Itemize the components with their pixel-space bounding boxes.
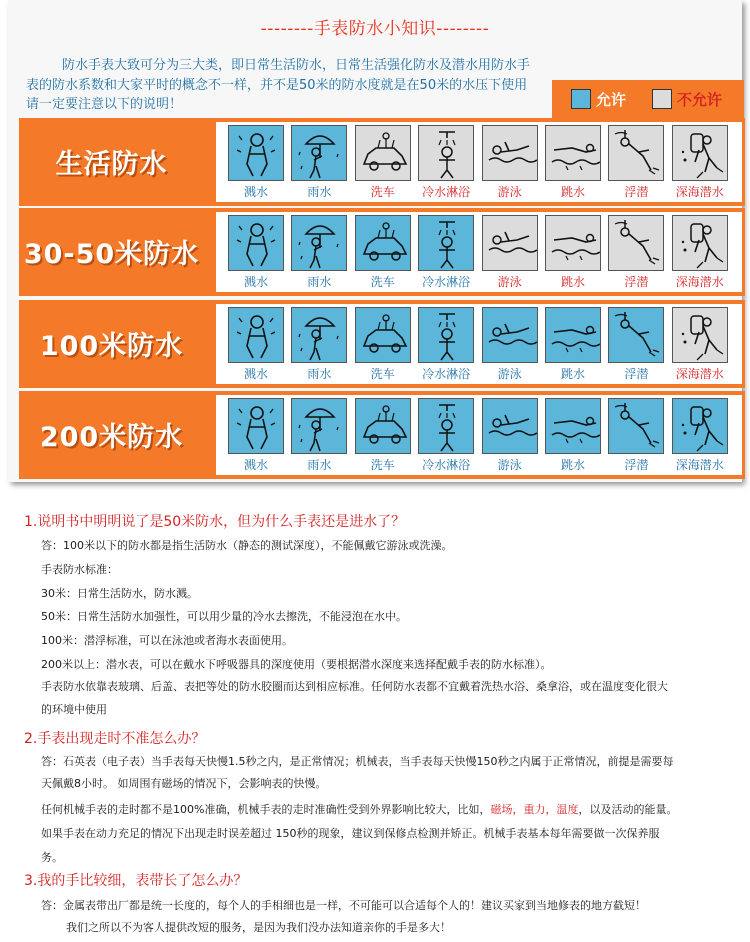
activity-label: 浮潜	[624, 275, 649, 289]
activity-cell	[669, 398, 731, 473]
rating-row-200m	[19, 391, 745, 479]
faq-answer-line: 200米以上：潜水表，可以在戴水下呼吸器具的深度使用（要根据潜水深度来选择配戴手表的防水标准）。	[41, 658, 552, 671]
activity-cell	[669, 307, 731, 382]
activity-cell	[542, 215, 604, 290]
activity-label: 溅水	[243, 275, 268, 289]
activity-cell	[479, 398, 541, 473]
activity-label: 冷水淋浴	[422, 275, 471, 289]
activity-cell	[542, 398, 604, 473]
intro-text: 防水手表大致可分为三大类，即日常生活防水，日常生活强化防水及潜水用防水手表的防水系数和大家平时的概念不一样，并不是50米的防水度就是在50米的水压下使用请一定要注意以下的说明！	[26, 58, 531, 112]
umbrella-rain-icon	[291, 215, 347, 271]
faq-section	[0, 495, 750, 942]
faq-answer-line: 答：金属表带出厂都是统一长度的，每个人的手相细也是一样，不可能可以合适每个人的！建议买家到当地修表的地方截短！	[41, 899, 646, 912]
faq-question-3: 3.我的手比较细，表带长了怎么办？	[24, 873, 248, 889]
legend	[552, 80, 744, 118]
swimming-icon	[482, 398, 538, 454]
activity-cell	[288, 215, 350, 290]
activity-cells	[216, 395, 742, 475]
faq-question-1: 1.说明书中明明说了是50米防水，但为什么手表还是进水了？	[24, 514, 406, 530]
activity-cells	[216, 212, 742, 292]
activity-label: 洗车	[370, 185, 395, 199]
faq-answer-line: 50米：日常生活防水加强性，可以用少量的冷水去擦洗，不能浸泡在水中。	[41, 610, 407, 623]
activity-cell	[605, 125, 667, 200]
activity-label: 洗车	[370, 275, 395, 289]
activity-label: 跳水	[560, 185, 585, 199]
car-wash-icon	[355, 398, 411, 454]
faq-answer-line	[41, 801, 677, 817]
deep-sea-diving-icon	[672, 307, 728, 363]
rating-row-daily	[19, 118, 745, 206]
activity-label: 洗车	[370, 367, 395, 381]
activity-label: 深海潜水	[675, 458, 724, 472]
highlight-factors: 磁场，重力，温度	[490, 803, 579, 816]
activity-cell	[288, 307, 350, 382]
splash-icon	[228, 398, 284, 454]
activity-cell	[479, 215, 541, 290]
deep-sea-diving-icon	[672, 215, 728, 271]
legend-allow-label: 允许	[596, 91, 627, 109]
activity-cell	[415, 215, 477, 290]
car-wash-icon	[355, 125, 411, 181]
activity-cell	[669, 215, 731, 290]
swimming-icon	[482, 215, 538, 271]
activity-cell	[352, 398, 414, 473]
activity-cell	[479, 125, 541, 200]
snorkeling-icon	[608, 125, 664, 181]
car-wash-icon	[355, 307, 411, 363]
car-wash-icon	[355, 215, 411, 271]
activity-cells	[216, 122, 742, 202]
diving-icon	[545, 215, 601, 271]
activity-label: 溅水	[243, 185, 268, 199]
faq-answer-line: 答：石英表（电子表）当手表每天快慢1.5秒之内，是正常情况；机械表，当手表每天快慢150秒之内属于正常情况，前提是需要每	[41, 755, 674, 768]
activity-label: 浮潜	[624, 367, 649, 381]
activity-cell	[669, 125, 731, 200]
faq-answer-line: 我们之所以不为客人提供改短的服务，是因为我们没办法知道亲你的手是多大！	[66, 921, 451, 934]
activity-label: 跳水	[560, 458, 585, 472]
diving-icon	[545, 307, 601, 363]
activity-cell	[225, 398, 287, 473]
activity-cell	[605, 215, 667, 290]
faq-question-2: 2.手表出现走时不准怎么办？	[24, 731, 206, 747]
activity-cell	[542, 307, 604, 382]
activity-cell	[288, 125, 350, 200]
activity-label: 深海潜水	[675, 275, 724, 289]
deep-sea-diving-icon	[672, 398, 728, 454]
activity-label: 溅水	[243, 458, 268, 472]
rating-label: 200米防水	[39, 422, 184, 453]
faq-answer-line: 务。	[41, 851, 63, 864]
diving-icon	[545, 398, 601, 454]
activity-cell	[225, 215, 287, 290]
shower-icon	[418, 215, 474, 271]
activity-cell	[479, 307, 541, 382]
snorkeling-icon	[608, 215, 664, 271]
activity-cell	[352, 307, 414, 382]
faq-answer-line: 100米：潜浮标准，可以在泳池或者海水表面使用。	[41, 634, 293, 647]
splash-icon	[228, 125, 284, 181]
activity-label: 冷水淋浴	[422, 367, 471, 381]
activity-label: 洗车	[370, 458, 395, 472]
activity-label: 雨水	[307, 367, 332, 381]
activity-cell	[352, 215, 414, 290]
activity-cell	[225, 125, 287, 200]
activity-label: 雨水	[307, 458, 332, 472]
activity-label: 冷水淋浴	[422, 185, 471, 199]
activity-cell	[225, 307, 287, 382]
activity-cell	[605, 307, 667, 382]
activity-label: 深海潜水	[675, 367, 724, 381]
shower-icon	[418, 307, 474, 363]
legend-deny-swatch	[652, 89, 672, 109]
activity-label: 溅水	[243, 367, 268, 381]
umbrella-rain-icon	[291, 125, 347, 181]
activity-cell	[415, 307, 477, 382]
activity-cell	[415, 125, 477, 200]
activity-cell	[352, 125, 414, 200]
activity-label: 冷水淋浴	[422, 458, 471, 472]
faq-answer-line: 手表防水标准：	[41, 563, 118, 576]
shower-icon	[418, 398, 474, 454]
activity-cells	[216, 304, 742, 384]
shower-icon	[418, 125, 474, 181]
rating-row-100m	[19, 300, 745, 388]
diving-icon	[545, 125, 601, 181]
rating-row-30-50m	[19, 208, 745, 296]
activity-label: 游泳	[497, 367, 522, 381]
waterproof-chart-panel	[8, 0, 742, 482]
splash-icon	[228, 215, 284, 271]
swimming-icon	[482, 125, 538, 181]
faq-answer-line: 天佩戴8小时。 如周围有磁场的情况下，会影响表的快慢。	[41, 777, 327, 790]
splash-icon	[228, 307, 284, 363]
activity-cell	[542, 125, 604, 200]
page-title: --------手表防水小知识--------	[260, 19, 490, 39]
answer-text: ，以及活动的能量。	[578, 803, 678, 816]
activity-label: 游泳	[497, 458, 522, 472]
activity-label: 雨水	[307, 275, 332, 289]
faq-answer-line: 的环境中使用	[41, 703, 107, 716]
activity-cell	[415, 398, 477, 473]
activity-label: 浮潜	[624, 458, 649, 472]
faq-answer-line: 30米：日常生活防水，防水溅。	[41, 587, 198, 600]
activity-label: 跳水	[560, 367, 585, 381]
faq-answer-line: 如果手表在动力充足的情况下出现走时误差超过 150秒的现象，建议到保修点检测并矫正。机械手表基本每年需要做一次保养服	[41, 827, 660, 840]
snorkeling-icon	[608, 307, 664, 363]
rating-label: 100米防水	[39, 331, 184, 362]
legend-allow-swatch	[571, 89, 591, 109]
swimming-icon	[482, 307, 538, 363]
activity-cell	[288, 398, 350, 473]
activity-label: 浮潜	[624, 185, 649, 199]
activity-label: 雨水	[307, 185, 332, 199]
rating-label: 生活防水	[55, 149, 168, 180]
deep-sea-diving-icon	[672, 125, 728, 181]
rating-label: 30-50米防水	[23, 239, 200, 270]
activity-label: 游泳	[497, 275, 522, 289]
faq-answer-line: 手表防水依靠表玻璃、后盖、表把等处的防水胶圈而达到相应标准。任何防水表都不宜戴着洗热水浴、桑拿浴，或在温度变化很大	[41, 680, 668, 693]
umbrella-rain-icon	[291, 307, 347, 363]
umbrella-rain-icon	[291, 398, 347, 454]
activity-label: 游泳	[497, 185, 522, 199]
answer-text: 任何机械手表的走时都不是100%准确，机械手表的走时准确性受到外界影响比较大，比如，	[41, 803, 491, 816]
activity-label: 跳水	[560, 275, 585, 289]
faq-answer-line: 答：100米以下的防水都是指生活防水（静态的测试深度），不能佩戴它游泳或洗澡。	[41, 539, 453, 552]
activity-label: 深海潜水	[675, 185, 724, 199]
legend-deny-label: 不允许	[677, 91, 723, 109]
activity-cell	[605, 398, 667, 473]
snorkeling-icon	[608, 398, 664, 454]
